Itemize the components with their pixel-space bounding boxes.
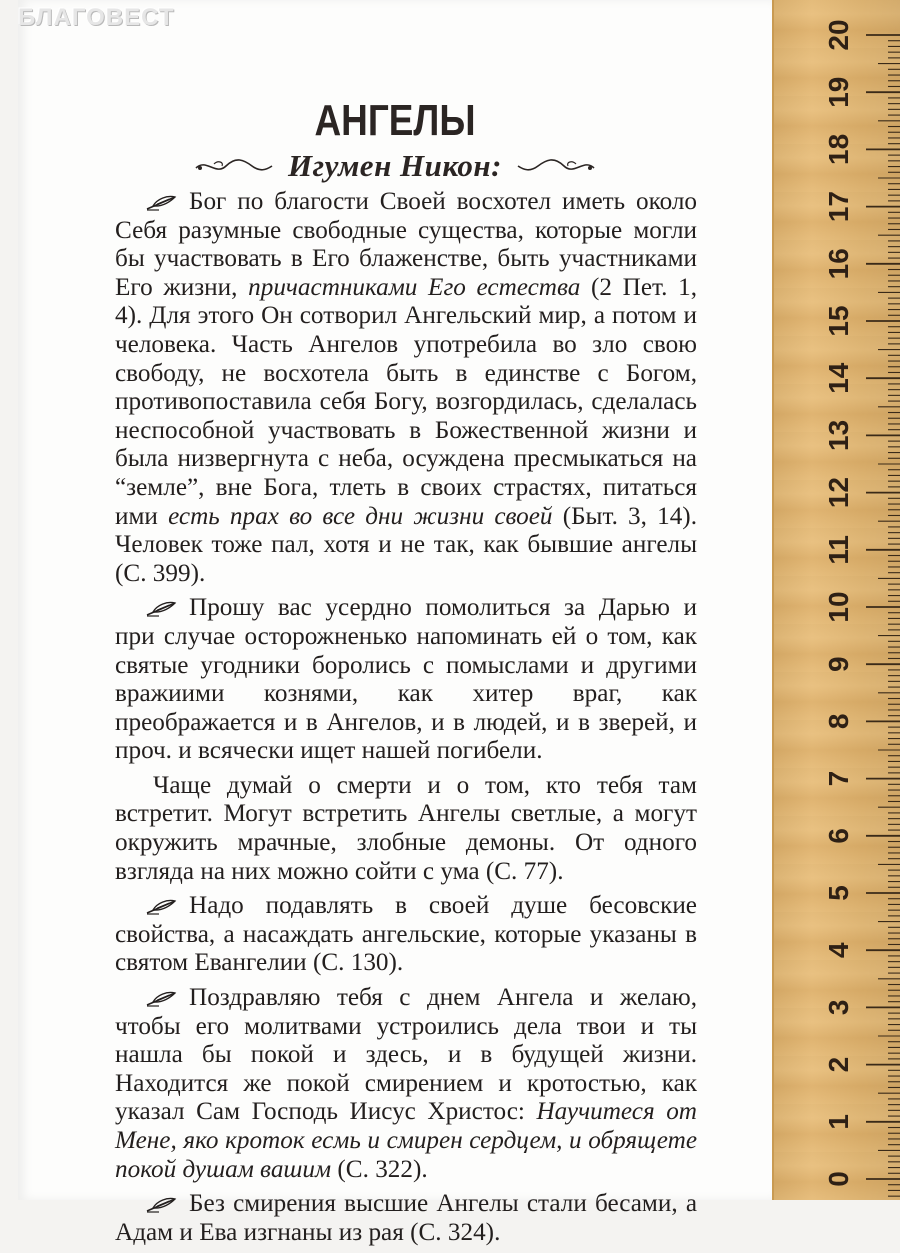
quill-pen-icon bbox=[145, 986, 177, 1004]
text-segment: (С. 322). bbox=[331, 1155, 428, 1183]
ruler-number: 18 bbox=[823, 133, 854, 165]
ruler-number: 10 bbox=[823, 591, 854, 623]
quill-pen-icon bbox=[145, 1192, 177, 1210]
text-segment: (Быт. 3, 14). Человек тоже пал, хотя и не так, как бывшие ангелы (С. 399). bbox=[115, 502, 697, 587]
ornament-flourish-icon bbox=[516, 154, 596, 178]
ruler-number: 19 bbox=[823, 76, 854, 108]
ornament-flourish-icon bbox=[194, 154, 274, 178]
quill-pen-icon bbox=[145, 596, 177, 614]
text-segment: Надо подавлять в своей душе бесовские свойства, а насаждать ангельские, которые указаны в святом Евангелии (С. 130). bbox=[115, 892, 697, 977]
ruler-number: 12 bbox=[823, 477, 854, 509]
page-title: АНГЕЛЫ bbox=[314, 96, 476, 145]
ruler-scale bbox=[774, 0, 900, 1200]
paragraph bbox=[115, 892, 697, 978]
text-segment: (2 Пет. 1, 4). Для этого Он сотворил Ангельский мир, а потом и человека. Часть Ангелов употребила во зло свою свободу, не восхотела быть в единстве с Богом, противопоставила себя Богу, возгордилась, сделалась неспособной участвовать в Божественной жизни и была низвергнута с неба, осуждена пресмыкаться на “земле”, вне Бога, тлеть в своих страстях, питаться ими bbox=[115, 273, 697, 530]
ruler-number: 11 bbox=[823, 534, 854, 565]
text-segment: Без смирения высшие Ангелы стали бесами, а Адам и Ева изгнаны из рая (С. 324). bbox=[115, 1190, 697, 1246]
ruler-number: 6 bbox=[823, 828, 854, 844]
paragraph bbox=[115, 188, 697, 588]
paragraph bbox=[115, 594, 697, 766]
italic-quote: Научитеся от Мене, яко кроток есмь и смирен сердцем, и обрящете покой душам вашим bbox=[115, 1098, 697, 1183]
ruler-number: 2 bbox=[823, 1056, 854, 1073]
paragraph bbox=[115, 1190, 697, 1247]
ruler-number: 17 bbox=[823, 191, 854, 223]
italic-quote: есть прах во все дни жизни своей bbox=[168, 502, 553, 530]
ruler bbox=[772, 0, 900, 1200]
ruler-number: 16 bbox=[823, 248, 854, 280]
body-text bbox=[115, 188, 697, 1253]
ruler-number: 8 bbox=[823, 713, 854, 730]
italic-quote: причастниками Его естества bbox=[248, 273, 581, 301]
ruler-number: 3 bbox=[823, 999, 854, 1016]
ruler-number: 14 bbox=[823, 362, 854, 394]
paragraph bbox=[115, 772, 697, 886]
ruler-number: 13 bbox=[823, 419, 854, 451]
ruler-number: 4 bbox=[823, 942, 854, 958]
author-name: Игумен Никон: bbox=[288, 148, 502, 183]
text-segment: Поздравляю тебя с днем Ангела и желаю, чтобы его молитвами устроились дела твои и ты нашла бы покой и здесь, и в будущей жизни. Находится же покой смирением и кротостью, как указал Сам Господь Иисус Христос: bbox=[115, 984, 697, 1126]
text-segment: Бог по благости Своей восхотел иметь около Себя разумные свободные существа, которые могли бы участвовать в Его блаженстве, быть участниками Его жизни, bbox=[115, 188, 697, 301]
ruler-number: 9 bbox=[823, 656, 854, 672]
ruler-number: 15 bbox=[823, 305, 854, 337]
quill-pen-icon bbox=[145, 894, 177, 912]
quill-pen-icon bbox=[145, 190, 177, 208]
ruler-number: 7 bbox=[823, 770, 854, 787]
ruler-number: 20 bbox=[823, 19, 854, 51]
text-segment: Прошу вас усердно помолиться за Дарью и при случае осторожненько напоминать ей о том, как святые угодники боролись с помыслами и другими вражиими кознями, как хитер враг, как преображается и в Ангелов, и в людей, и в зверей, и проч. и всячески ищет нашей погибели. bbox=[115, 594, 697, 765]
text-segment: Чаще думай о смерти и о том, кто тебя там встретит. Могут встретить Ангелы светлые, а могут окружить мрачные, злобные демоны. От одного взгляда на них можно сойти с ума (С. 77). bbox=[115, 771, 697, 885]
paragraph bbox=[115, 984, 697, 1184]
watermark-text: БЛАГОВЕСТ bbox=[18, 4, 175, 31]
author-line bbox=[18, 148, 772, 184]
ruler-number: 1 bbox=[823, 1114, 854, 1130]
ruler-number: 0 bbox=[823, 1171, 854, 1187]
ruler-number: 5 bbox=[823, 885, 854, 901]
